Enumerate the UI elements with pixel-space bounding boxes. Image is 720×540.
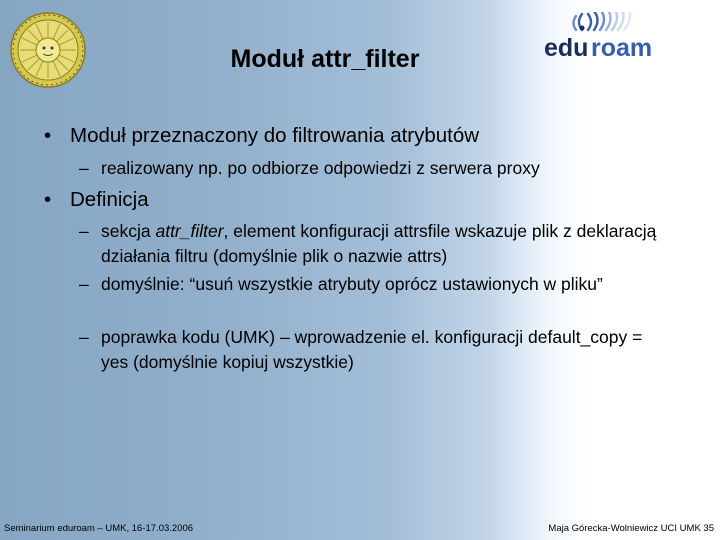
bullet-item: [44, 188, 149, 212]
svg-text:edu: edu: [544, 34, 589, 62]
sub-bullet-symbol: –: [79, 327, 89, 347]
svg-text:roam: roam: [591, 34, 653, 62]
sub-bullet-text: realizowany np. po odbiorze odpowiedzi z serwera proxy: [101, 158, 540, 178]
sub-bullet-symbol: –: [79, 274, 89, 294]
bullet-symbol: •: [44, 188, 52, 211]
bullet-text: Moduł przeznaczony do filtrowania atrybutów: [70, 124, 480, 147]
sub-bullet-item: [79, 219, 661, 269]
sub-bullet-item: [79, 156, 661, 181]
bullet-symbol: •: [44, 124, 52, 147]
sub-bullet-text: poprawka kodu (UMK) – wprowadzenie el. konfiguracji default_copy = yes (domyślnie kopiuj wszystkie): [101, 327, 643, 372]
sub-bullet-text: [101, 219, 661, 269]
footer-event: Seminarium eduroam – UMK, 16-17.03.2006: [4, 523, 194, 534]
slide-title: Moduł attr_filter: [230, 45, 420, 73]
sub-bullet-text-emphasis: attr_filter: [155, 221, 224, 241]
sub-bullet-symbol: –: [79, 221, 89, 241]
bullet-text: Definicja: [70, 188, 149, 211]
footer-author-page: Maja Górecka-Wolniewicz UCI UMK 35: [548, 523, 714, 534]
sub-bullet-text-pre: sekcja: [101, 221, 156, 241]
bullet-item: [44, 124, 479, 148]
sub-bullet-item: [79, 272, 661, 297]
sub-bullet-text: domyślnie: “usuń wszystkie atrybuty oprócz ustawionych w pliku”: [101, 274, 603, 294]
sub-bullet-text-post: , element konfiguracji attrsfile wskazuje plik z deklaracją działania filtru (domyślnie plik o nazwie attrs): [101, 221, 657, 266]
sub-bullet-symbol: –: [79, 158, 89, 178]
sub-bullet-item: [79, 325, 661, 375]
